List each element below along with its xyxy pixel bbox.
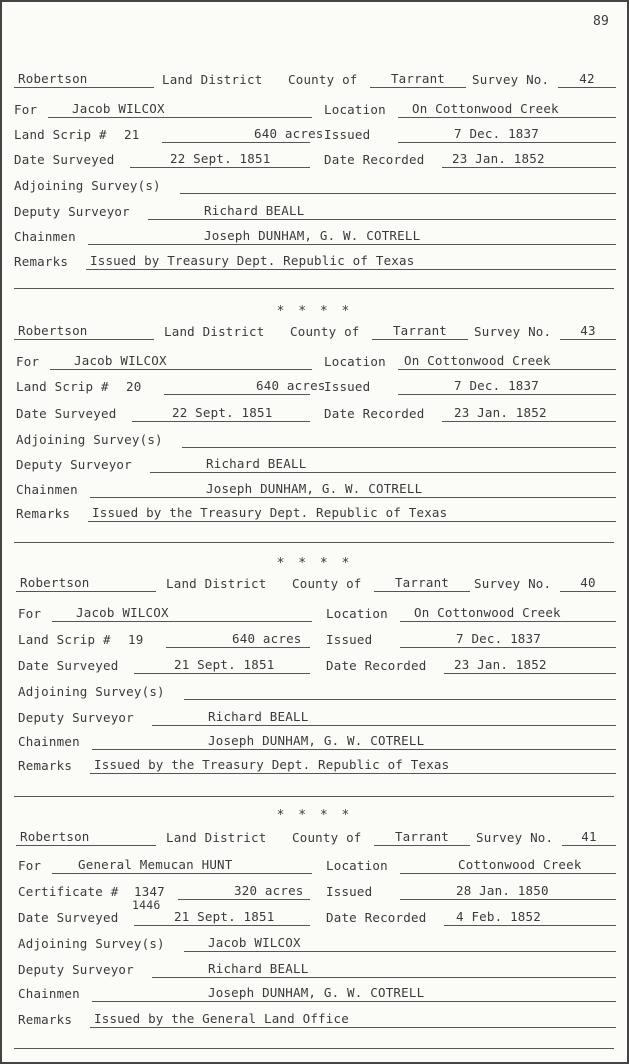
- adjoining-row: [2, 684, 627, 704]
- remarks-row: [2, 254, 627, 274]
- date-recorded-value: 4 Feb. 1852: [444, 910, 616, 926]
- remarks-value: Issued by the Treasury Dept. Republic of Texas: [90, 758, 616, 774]
- survey-no-label: Survey No.: [474, 324, 552, 339]
- deputy-row: [2, 457, 627, 477]
- page-number: 89: [592, 14, 609, 29]
- scrip-number: 19: [128, 632, 144, 647]
- blank-line: [14, 1048, 614, 1049]
- for-value: Jacob WILCOX: [52, 606, 312, 622]
- district-value: Robertson: [14, 72, 154, 88]
- chainmen-value: Joseph DUNHAM, G. W. COTRELL: [88, 229, 616, 245]
- deputy-label: Deputy Surveyor: [18, 710, 134, 725]
- location-value: On Cottonwood Creek: [398, 354, 616, 370]
- certificate-sub-number: 1446: [132, 898, 161, 912]
- dates-row: [2, 910, 627, 930]
- header-row: [2, 72, 627, 92]
- county-label: County of: [290, 324, 360, 339]
- deputy-label: Deputy Surveyor: [18, 962, 134, 977]
- county-value: Tarrant: [374, 830, 470, 846]
- blank-line: [14, 288, 614, 289]
- location-label: Location: [324, 354, 386, 369]
- separator: * * * *: [276, 808, 353, 823]
- adjoining-label: Adjoining Survey(s): [18, 936, 165, 951]
- survey-no-label: Survey No.: [476, 830, 554, 845]
- issued-value: 7 Dec. 1837: [398, 127, 616, 143]
- acres-value: 640 acres: [166, 632, 310, 648]
- acres-value: 640 acres: [162, 127, 310, 143]
- date-recorded-label: Date Recorded: [324, 406, 425, 421]
- issued-value: 7 Dec. 1837: [398, 379, 616, 395]
- separator: * * * *: [276, 304, 353, 319]
- for-label: For: [18, 606, 42, 621]
- county-label: County of: [292, 576, 362, 591]
- remarks-label: Remarks: [18, 758, 73, 773]
- location-label: Location: [326, 606, 388, 621]
- date-recorded-value: 23 Jan. 1852: [442, 406, 616, 422]
- land-scrip-label: Land Scrip #: [16, 379, 109, 394]
- date-surveyed-label: Date Surveyed: [18, 658, 119, 673]
- blank-line: [14, 796, 614, 797]
- date-surveyed-value: 21 Sept. 1851: [134, 910, 310, 926]
- adjoining-label: Adjoining Survey(s): [14, 178, 161, 193]
- date-recorded-label: Date Recorded: [324, 152, 425, 167]
- land-district-label: Land District: [162, 72, 263, 87]
- dates-row: [2, 152, 627, 172]
- chainmen-label: Chainmen: [14, 229, 76, 244]
- certificate-label: Certificate #: [18, 884, 119, 899]
- adjoining-value: Jacob WILCOX: [184, 936, 616, 952]
- land-district-label: Land District: [164, 324, 265, 339]
- chainmen-value: Joseph DUNHAM, G. W. COTRELL: [92, 986, 616, 1002]
- remarks-value: Issued by the General Land Office: [90, 1012, 616, 1028]
- deputy-label: Deputy Surveyor: [16, 457, 132, 472]
- header-row: [2, 324, 627, 344]
- date-surveyed-label: Date Surveyed: [18, 910, 119, 925]
- remarks-value: Issued by Treasury Dept. Republic of Texas: [86, 254, 616, 270]
- location-value: On Cottonwood Creek: [398, 102, 616, 118]
- county-label: County of: [292, 830, 362, 845]
- for-label: For: [18, 858, 42, 873]
- survey-no-label: Survey No.: [474, 576, 552, 591]
- acres-value: 320 acres: [178, 884, 310, 900]
- chainmen-row: [2, 986, 627, 1006]
- scrip-number: 20: [126, 379, 142, 394]
- for-value: General Memucan HUNT: [52, 858, 312, 874]
- for-label: For: [16, 354, 40, 369]
- deputy-value: Richard BEALL: [148, 204, 616, 220]
- county-value: Tarrant: [374, 576, 470, 592]
- for-label: For: [14, 102, 38, 117]
- land-scrip-label: Land Scrip #: [14, 127, 107, 142]
- location-label: Location: [324, 102, 386, 117]
- issued-label: Issued: [324, 127, 371, 142]
- chainmen-label: Chainmen: [16, 482, 78, 497]
- date-surveyed-value: 22 Sept. 1851: [132, 406, 310, 422]
- certificate-number: 1347: [134, 884, 165, 899]
- issued-label: Issued: [324, 379, 371, 394]
- date-surveyed-value: 22 Sept. 1851: [130, 152, 310, 168]
- adjoining-row: [2, 178, 627, 198]
- land-district-label: Land District: [166, 576, 267, 591]
- adjoining-value: [184, 684, 616, 700]
- adjoining-row: [2, 936, 627, 956]
- date-surveyed-label: Date Surveyed: [16, 406, 117, 421]
- county-label: County of: [288, 72, 358, 87]
- issued-value: 7 Dec. 1837: [400, 632, 616, 648]
- adjoining-label: Adjoining Survey(s): [16, 432, 163, 447]
- adjoining-label: Adjoining Survey(s): [18, 684, 165, 699]
- deputy-row: [2, 710, 627, 730]
- header-row: [2, 830, 627, 850]
- for-value: Jacob WILCOX: [48, 102, 312, 118]
- certificate-row: [2, 883, 627, 912]
- adjoining-value: [180, 178, 616, 194]
- for-row: [2, 858, 627, 878]
- date-recorded-value: 23 Jan. 1852: [444, 658, 616, 674]
- survey-no-value: 43: [560, 324, 616, 340]
- land-scrip-label: Land Scrip #: [18, 632, 111, 647]
- dates-row: [2, 658, 627, 678]
- remarks-value: Issued by the Treasury Dept. Republic of Texas: [88, 506, 616, 522]
- survey-no-label: Survey No.: [472, 72, 550, 87]
- land-district-label: Land District: [166, 830, 267, 845]
- remarks-label: Remarks: [16, 506, 71, 521]
- date-surveyed-label: Date Surveyed: [14, 152, 115, 167]
- chainmen-label: Chainmen: [18, 734, 80, 749]
- survey-no-value: 40: [560, 576, 616, 592]
- blank-line: [14, 542, 614, 543]
- separator: * * * *: [276, 556, 353, 571]
- for-value: Jacob WILCOX: [50, 354, 312, 370]
- remarks-label: Remarks: [14, 254, 69, 269]
- location-value: On Cottonwood Creek: [400, 606, 616, 622]
- date-surveyed-value: 21 Sept. 1851: [134, 658, 310, 674]
- date-recorded-label: Date Recorded: [326, 658, 427, 673]
- deputy-row: [2, 204, 627, 224]
- deputy-value: Richard BEALL: [152, 962, 616, 978]
- adjoining-row: [2, 432, 627, 452]
- deputy-value: Richard BEALL: [150, 457, 616, 473]
- chainmen-row: [2, 482, 627, 502]
- issued-label: Issued: [326, 632, 373, 647]
- remarks-row: [2, 758, 627, 778]
- date-recorded-label: Date Recorded: [326, 910, 427, 925]
- header-row: [2, 576, 627, 596]
- scrip-row: [2, 632, 627, 652]
- for-row: [2, 354, 627, 374]
- district-value: Robertson: [16, 576, 156, 592]
- date-recorded-value: 23 Jan. 1852: [442, 152, 616, 168]
- remarks-row: [2, 1012, 627, 1032]
- chainmen-value: Joseph DUNHAM, G. W. COTRELL: [90, 482, 616, 498]
- chainmen-value: Joseph DUNHAM, G. W. COTRELL: [92, 734, 616, 750]
- location-label: Location: [326, 858, 388, 873]
- survey-no-value: 42: [558, 72, 616, 88]
- for-row: [2, 102, 627, 122]
- for-row: [2, 606, 627, 626]
- deputy-label: Deputy Surveyor: [14, 204, 130, 219]
- deputy-value: Richard BEALL: [152, 710, 616, 726]
- adjoining-value: [182, 432, 616, 448]
- acres-value: 640 acres: [164, 379, 310, 395]
- issued-value: 28 Jan. 1850: [400, 884, 616, 900]
- district-value: Robertson: [16, 830, 156, 846]
- remarks-label: Remarks: [18, 1012, 73, 1027]
- scrip-row: [2, 127, 627, 147]
- county-value: Tarrant: [372, 324, 468, 340]
- remarks-row: [2, 506, 627, 526]
- district-value: Robertson: [14, 324, 154, 340]
- chainmen-row: [2, 734, 627, 754]
- survey-no-value: 41: [562, 830, 616, 846]
- dates-row: [2, 406, 627, 426]
- chainmen-row: [2, 229, 627, 249]
- issued-label: Issued: [326, 884, 373, 899]
- scrip-number: 21: [124, 127, 140, 142]
- scrip-row: [2, 379, 627, 399]
- location-value: Cottonwood Creek: [400, 858, 616, 874]
- chainmen-label: Chainmen: [18, 986, 80, 1001]
- county-value: Tarrant: [370, 72, 466, 88]
- deputy-row: [2, 962, 627, 982]
